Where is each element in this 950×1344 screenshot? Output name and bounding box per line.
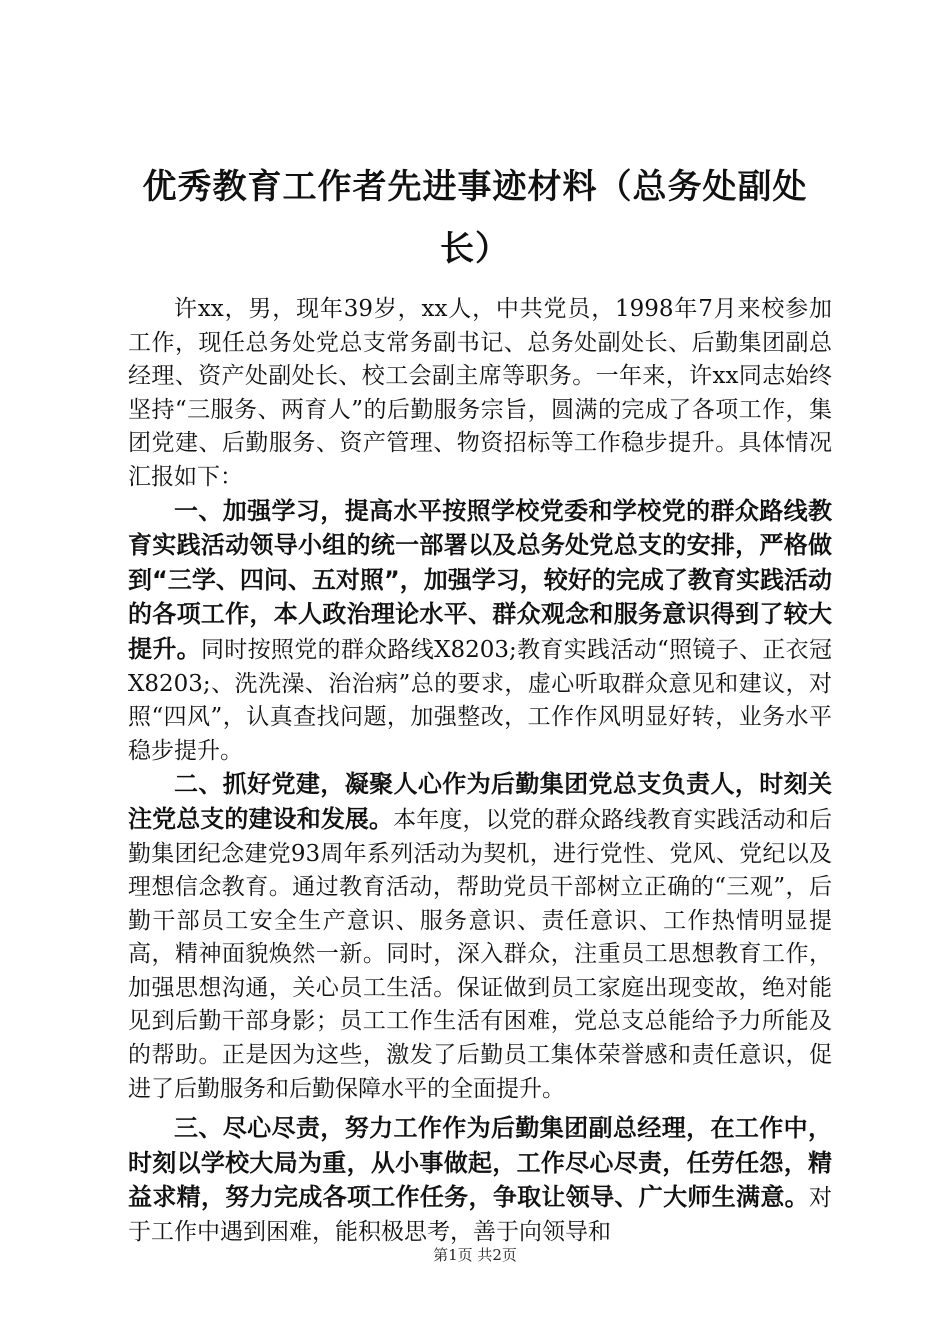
paragraph-section-2	[128, 768, 832, 1106]
paragraph-text: 本年度，以党的群众路线教育实践活动和后勤集团纪念建党93周年系列活动为契机，进行党性、党风、党纪以及理想信念教育。通过教育活动，帮助党员干部树立正确的“三观”，后勤干部员工安全生产意识、服务意识、责任意识、工作热情明显提高，精神面貌焕然一新。同时，深入群众，注重员工思想教育工作，加强思想沟通，关心员工生活。保证做到员工家庭出现变故，绝对能见到后勤干部身影；员工工作生活有困难，党总支总能给予力所能及的帮助。正是因为这些，激发了后勤员工集体荣誉感和责任意识，促进了后勤服务和后勤保障水平的全面提升。	[128, 806, 833, 1102]
paragraph-text: 许xx，男，现年39岁，xx人，中共党员，1998年7月来校参加工作，现任总务处党总支常务副书记、总务处副处长、后勤集团副总经理、资产处副处长、校工会副主席等职务。一年来，许xx同志始终坚持“三服务、两育人”的后勤服务宗旨，圆满的完成了各项工作，集团党建、后勤服务、资产管理、物资招标等工作稳步提升。具体情况汇报如下：	[128, 296, 832, 490]
page-title	[120, 156, 830, 280]
paragraph-section-3	[128, 1112, 832, 1249]
title-line-1: 优秀教育工作者先进事迹材料（总务处副处	[142, 167, 808, 207]
paragraph-text: 对于工作中遇到困难，能积极思考，善于向领导和	[128, 1185, 832, 1246]
paragraph-intro	[128, 292, 832, 495]
paragraph-text: 同时按照党的群众路线X8203;教育实践活动“照镜子、正衣冠X8203;、洗洗澡、治治病”总的要求，虚心听取群众意见和建议，对照“四风”，认真查找问题，加强整改，工作作风明显好转，业务水平稳步提升。	[128, 636, 832, 764]
title-line-2: 长）	[440, 229, 510, 269]
document-body	[128, 292, 832, 1250]
section-heading: 二、抓好党建，凝聚人心作为后勤集团党总支负责人，时刻关注党总支的建设和发展。	[128, 770, 832, 833]
section-heading: 一、加强学习，提高水平按照学校党委和学校党的群众路线教育实践活动领导小组的统一部署以及总务处党总支的安排，严格做到“三学、四问、五对照”，加强学习，较好的完成了教育实践活动的各项工作，本人政治理论水平、群众观念和服务意识得到了较大提升。	[128, 496, 832, 663]
section-heading: 三、尽心尽责，努力工作作为后勤集团副总经理，在工作中，时刻以学校大局为重，从小事做起，工作尽心尽责，任劳任怨，精益求精，努力完成各项工作任务，争取让领导、广大师生满意。	[128, 1114, 832, 1212]
paragraph-section-1	[128, 495, 832, 769]
page-number: 第1页 共2页	[433, 1246, 517, 1264]
